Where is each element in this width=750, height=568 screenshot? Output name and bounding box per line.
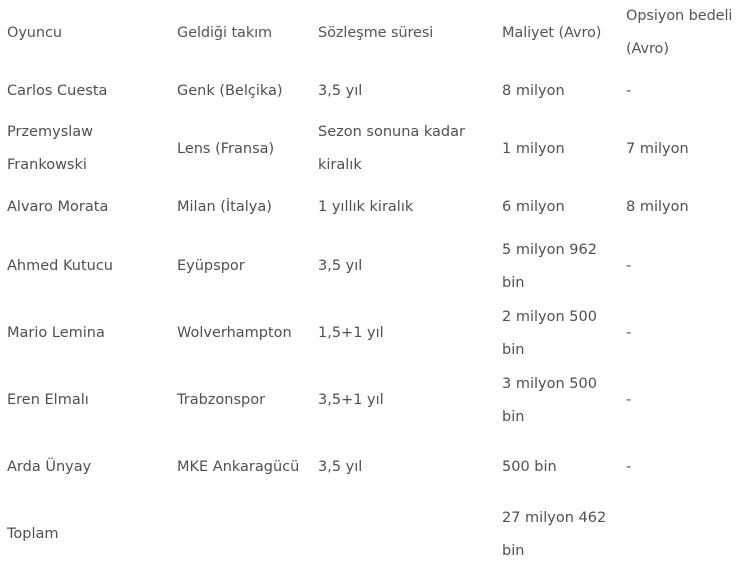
- table-row: [0, 116, 750, 182]
- cell-contract: 3,5 yıl: [318, 82, 363, 99]
- table-row: [0, 300, 750, 367]
- total-row: [0, 501, 750, 568]
- cell-player: Arda Ünyay: [7, 459, 92, 475]
- cell-from-team: Wolverhampton: [177, 325, 292, 341]
- header-cost: Maliyet (Avro): [502, 24, 602, 41]
- cell-option-fee: -: [626, 325, 632, 341]
- cell-player: Eren Elmalı: [7, 392, 89, 408]
- cell-option-fee: 8 milyon: [626, 199, 689, 215]
- cell-player: Przemyslaw Frankowski: [7, 124, 94, 173]
- header-player: Oyuncu: [7, 24, 62, 41]
- cell-option-fee: -: [626, 392, 632, 408]
- header-option-fee: Opsiyon bedeli (Avro): [626, 8, 733, 57]
- cell-contract: 3,5 yıl: [318, 258, 363, 274]
- cell-from-team: Lens (Fransa): [177, 140, 275, 157]
- table-row: [0, 434, 750, 501]
- cell-player: Carlos Cuesta: [7, 82, 108, 99]
- cell-cost: 5 milyon 962 bin: [502, 241, 597, 291]
- table-row: [0, 233, 750, 300]
- cell-player: Mario Lemina: [7, 325, 105, 341]
- cell-contract: Sezon sonuna kadar kiralık: [318, 124, 465, 173]
- table-row: [0, 367, 750, 434]
- cell-from-team: Trabzonspor: [177, 392, 266, 408]
- table-row: [0, 182, 750, 233]
- cell-player: Ahmed Kutucu: [7, 258, 113, 274]
- header-row: [0, 0, 750, 66]
- cell-contract: 3,5 yıl: [318, 459, 363, 475]
- cell-cost: 1 milyon: [502, 140, 565, 157]
- total-cost: 27 milyon 462 bin: [502, 509, 607, 559]
- cell-from-team: MKE Ankaragücü: [177, 459, 300, 475]
- table-row: [0, 66, 750, 116]
- cell-option-fee: 7 milyon: [626, 140, 689, 157]
- total-empty-contract: [311, 501, 495, 568]
- cell-cost: 2 milyon 500 bin: [502, 308, 597, 358]
- table-body: [0, 66, 750, 568]
- cell-from-team: Genk (Belçika): [177, 82, 283, 99]
- cell-cost: 8 milyon: [502, 82, 565, 99]
- cell-contract: 3,5+1 yıl: [318, 392, 384, 408]
- table-header: [0, 0, 750, 66]
- cell-from-team: Milan (İtalya): [177, 199, 272, 215]
- cell-cost: 500 bin: [502, 459, 557, 475]
- cell-from-team: Eyüpspor: [177, 258, 245, 274]
- cell-contract: 1 yıllık kiralık: [318, 199, 414, 215]
- cell-contract: 1,5+1 yıl: [318, 325, 384, 341]
- cell-option-fee: -: [626, 459, 632, 475]
- total-empty-option: [619, 501, 750, 568]
- total-label: Toplam: [7, 526, 59, 542]
- header-from-team: Geldiği takım: [177, 24, 273, 41]
- cell-player: Alvaro Morata: [7, 199, 109, 215]
- cell-option-fee: -: [626, 82, 632, 99]
- cell-option-fee: -: [626, 258, 632, 274]
- cell-cost: 3 milyon 500 bin: [502, 375, 597, 425]
- total-empty-team: [170, 501, 311, 568]
- cell-cost: 6 milyon: [502, 199, 565, 215]
- header-contract: Sözleşme süresi: [318, 24, 434, 41]
